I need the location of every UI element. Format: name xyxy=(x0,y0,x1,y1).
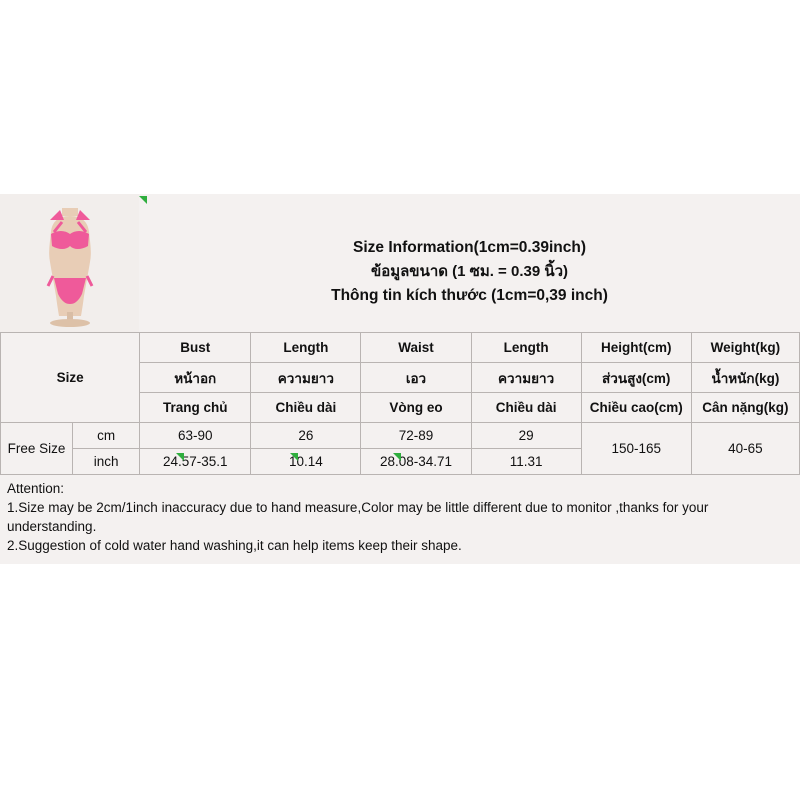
value-length2-inch: 11.31 xyxy=(471,449,581,475)
attention-line-1: 1.Size may be 2cm/1inch inaccuracy due to hand measure,Color may be little different due to monitor ,thanks for your understanding. xyxy=(7,500,709,535)
col-header-bust-en: Bust xyxy=(140,333,251,363)
col-header-bust-th: หน้าอก xyxy=(140,363,251,393)
col-header-length2-en: Length xyxy=(471,333,581,363)
col-header-bust-vi: Trang chủ xyxy=(140,393,251,423)
col-header-length1-th: ความยาว xyxy=(251,363,361,393)
size-chart-document xyxy=(0,194,800,564)
col-header-length2-vi: Chiều dài xyxy=(471,393,581,423)
col-header-waist-vi: Vòng eo xyxy=(361,393,471,423)
col-header-length1-en: Length xyxy=(251,333,361,363)
title-vietnamese: Thông tin kích thước (1cm=0,39 inch) xyxy=(331,286,608,304)
product-thumbnail xyxy=(0,194,139,332)
value-bust-inch: 24.57-35.1 xyxy=(140,449,251,475)
row-label-free-size: Free Size xyxy=(1,423,73,475)
title-english: Size Information(1cm=0.39inch) xyxy=(353,239,586,257)
unit-cell-inch: inch xyxy=(73,449,140,475)
value-waist-inch: 28.08-34.71 xyxy=(361,449,471,475)
table-row xyxy=(1,333,800,363)
value-weight: 40-65 xyxy=(691,423,799,475)
attention-block xyxy=(0,475,800,564)
mannequin-figure xyxy=(24,200,116,328)
value-length1-cm: 26 xyxy=(251,423,361,449)
size-table xyxy=(0,332,800,475)
title-thai: ข้อมูลขนาด (1 ซม. = 0.39 นิ้ว) xyxy=(370,263,569,281)
value-height: 150-165 xyxy=(581,423,691,475)
value-length2-cm: 29 xyxy=(471,423,581,449)
header-band xyxy=(0,194,800,332)
value-waist-cm: 72-89 xyxy=(361,423,471,449)
col-header-waist-en: Waist xyxy=(361,333,471,363)
col-header-weight-vi: Cân nặng(kg) xyxy=(691,393,799,423)
title-block xyxy=(139,194,800,332)
size-header-cell: Size xyxy=(1,333,140,423)
value-bust-cm: 63-90 xyxy=(140,423,251,449)
table-row xyxy=(1,423,800,449)
value-length1-inch: 10.14 xyxy=(251,449,361,475)
col-header-length2-th: ความยาว xyxy=(471,363,581,393)
unit-cell-cm: cm xyxy=(73,423,140,449)
col-header-height-vi: Chiều cao(cm) xyxy=(581,393,691,423)
col-header-length1-vi: Chiều dài xyxy=(251,393,361,423)
col-header-waist-th: เอว xyxy=(361,363,471,393)
col-header-weight-th: น้ำหนัก(kg) xyxy=(691,363,799,393)
col-header-height-th: ส่วนสูง(cm) xyxy=(581,363,691,393)
attention-line-2: 2.Suggestion of cold water hand washing,it can help items keep their shape. xyxy=(7,538,462,554)
attention-heading: Attention: xyxy=(7,481,65,496)
col-header-height-en: Height(cm) xyxy=(581,333,691,363)
col-header-weight-en: Weight(kg) xyxy=(691,333,799,363)
